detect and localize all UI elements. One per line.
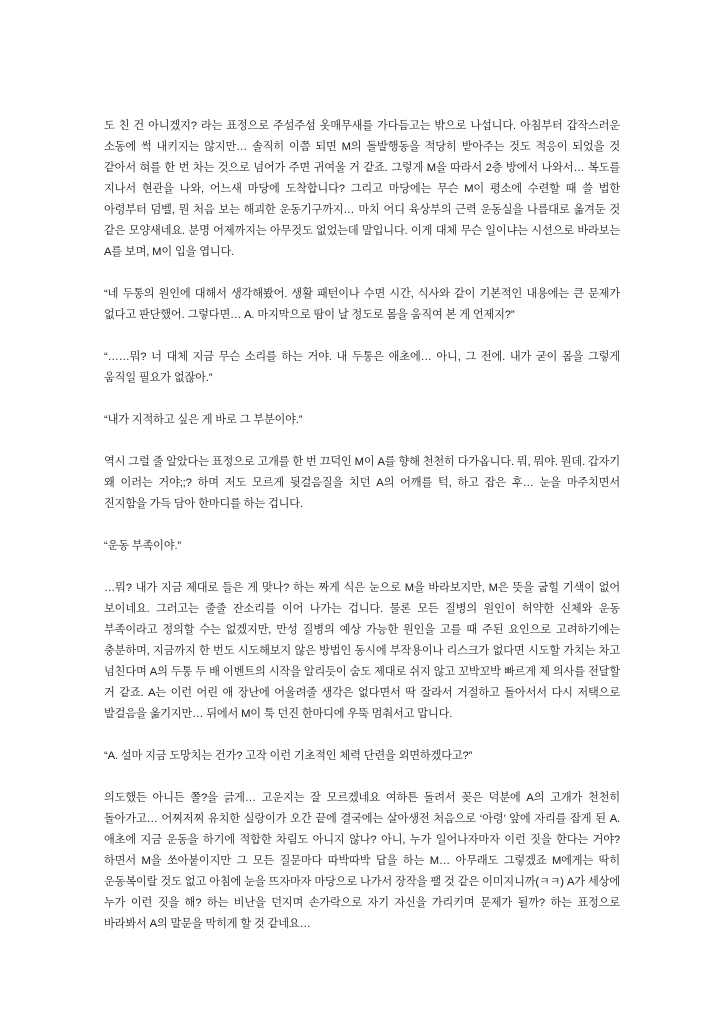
- paragraph-4-dialogue: “내가 지적하고 싶은 게 바로 그 부분이야.”: [104, 414, 303, 426]
- paragraph-3-dialogue: “……뭐? 너 대체 지금 무슨 소리를 하는 거야. 내 두통은 애초에… 아니, 그 전에. 내가 굳이 몸을 그렇게 움직일 필요가 없잖아.”: [104, 351, 620, 384]
- paragraph-5: 역시 그럴 줄 알았다는 표정으로 고개를 한 번 끄덕인 M이 A를 향해 천천히 다가옵니다. 뭐, 뭐야. 뭔데. 갑자기 왜 이러는 거야;;? 하며 저도 모르게 뒷걸음질을 치던 A의 어깨를 턱, 하고 잡은 후… 눈을 마주치면서 진지함을 가득 담아 한마디를 하는 겁니다.: [104, 456, 620, 510]
- paragraph-2-dialogue: “네 두통의 원인에 대해서 생각해봤어. 생활 패턴이나 수면 시간, 식사와 같이 기본적인 내용에는 큰 문제가 없다고 판단했어. 그렇다면… A. 마지막으로 땀이 날 정도로 몸을 움직여 본 게 언제지?”: [104, 288, 620, 321]
- paragraph-8-dialogue: “A. 설마 지금 도망치는 건가? 고작 이런 기초적인 체력 단련을 외면하겠다고?”: [104, 750, 473, 762]
- paragraph-7: …뭐? 내가 지금 제대로 들은 게 맞나? 하는 짜게 식은 눈으로 M을 바라보지만, M은 뜻을 굽힐 기색이 없어 보이네요. 그러고는 줄줄 잔소리를 이어 나가는 겁니다. 물론 모든 질병의 원인이 허약한 신체와 운동 부족이라고 정의할 수는 없겠지만, 만성 질병의 예상 가능한 원인을 고를 때 주된 요인으로 고려하기에는 충분하며, 지금까지 한 번도 시도해보지 않은 방법인 동시에 부작용이나 리스크가 없다면 시도할 가치는 차고 넘친다며 A의 두통 두 배 이벤트의 시작을 알리듯이 숨도 제대로 쉬지 않고 꼬박꼬박 빠르게 제 의사를 전달할 거 같죠. A는 이런 어린 애 장난에 어울려줄 생각은 없다면서 딱 잘라서 거절하고 돌아서서 다시 저택으로 발걸음을 옮기지만… 뒤에서 M이 툭 던진 한마디에 우뚝 멈춰서고 맙니다.: [104, 582, 620, 720]
- paragraph-6-dialogue: “운동 부족이야.”: [104, 540, 182, 552]
- paragraph-9: 의도했든 아니든 쫄?을 긁게… 고운지는 잘 모르겠네요 여하튼 돌려서 꽂은 덕분에 A의 고개가 천천히 돌아가고… 어찌저찌 유치한 실랑이가 오간 끝에 결국에는 살아생전 처음으로 ‘아령’ 앞에 자리를 잡게 된 A. 애초에 지금 운동을 하기에 적합한 차림도 아니지 않나? 아니, 누가 일어나자마자 이런 짓을 한다는 거야? 하면서 M을 쏘아붙이지만 그 모든 질문마다 따박따박 답을 하는 M… 아무래도 그렇겠죠 M에게는 딱히 운동복이랄 것도 없고 아침에 눈을 뜨자마자 마당으로 나가서 장작을 팰 것 같은 이미지니까(ㅋㅋ) A가 세상에 누가 이런 짓을 해? 하는 비난을 던지며 손가락으로 자기 자신을 가리키며 문제가 될까? 하는 표정으로 바라봐서 A의 말문을 막히게 할 것 같네요…: [104, 792, 620, 930]
- paragraph-1: 도 친 건 아니겠지? 라는 표정으로 주섬주섬 옷매무새를 가다듬고는 밖으로 나섭니다. 아침부터 갑작스러운 소동에 썩 내키지는 않지만… 솔직히 이쯤 되면 M의 돌발행동을 적당히 받아주는 것도 적응이 되었을 것 같아서 혀를 한 번 차는 것으로 넘어가 주면 귀여울 거 같죠. 그렇게 M을 따라서 2층 방에서 나와서… 복도를 지나서 현관을 나와, 어느새 마당에 도착합니다? 그리고 마당에는 무슨 M이 평소에 수련할 때 쓸 법한 아령부터 덤벨, 뭔 처음 보는 해괴한 운동기구까지… 마치 어디 육상부의 근력 운동실을 나름대로 옮겨둔 것 같은 모양새네요. 분명 어제까지는 아무것도 없었는데 말입니다. 이게 대체 무슨 일이냐는 시선으로 바라보는 A를 보며, M이 입을 엽니다.: [104, 120, 620, 258]
- document-page: [104, 116, 620, 935]
